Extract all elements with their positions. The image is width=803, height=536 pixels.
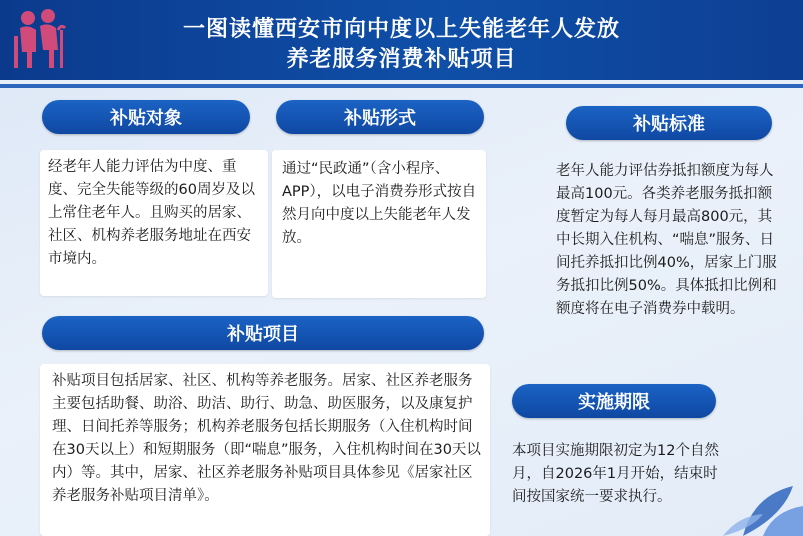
period-text: 本项目实施期限初定为12个自然月，自2026年1月开始，结束时间按国家统一要求执行。 — [512, 443, 719, 505]
section-body-period — [506, 434, 730, 534]
standard-text: 老年人能力评估券抵扣额度为每人最高100元。各类养老服务抵扣额度暂定为每人每月最高800元，其中长期入住机构、“喘息”服务、日间托养抵扣比例40%，居家上门服务抵扣比例50%。具体抵扣比例和额度将在电子消费券中载明。 — [556, 163, 777, 317]
page-title-line-2: 养老服务消费补贴项目 — [286, 46, 517, 72]
section-heading-period: 实施期限 — [512, 384, 716, 418]
section-heading-target: 补贴对象 — [42, 100, 250, 134]
section-heading-items: 补贴项目 — [42, 316, 484, 350]
section-heading-form: 补贴形式 — [276, 100, 484, 134]
page-title-line-1: 一图读懂西安市向中度以上失能老年人发放 — [182, 16, 620, 42]
section-body-target — [40, 150, 268, 296]
header-banner — [0, 0, 803, 80]
decorative-leaves-icon — [713, 466, 803, 536]
section-body-standard — [546, 152, 786, 346]
section-body-form — [272, 150, 486, 298]
items-text: 补贴项目包括居家、社区、机构等养老服务。居家、社区养老服务主要包括助餐、助浴、助洁、助行、助急、助医服务，以及康复护理、日间托养等服务；机构养老服务包括长期服务（入住机构时间在30天以上）和短期服务（即“喘息”服务，入住机构时间在30天以内）等。其中，居家、社区养老服务补贴项目具体参见《居家社区养老服务补贴项目清单》。 — [52, 373, 481, 504]
section-heading-standard: 补贴标准 — [566, 106, 772, 140]
header-divider — [0, 84, 803, 88]
form-text: 通过“民政通”（含小程序、APP），以电子消费券形式按自然月向中度以上失能老年人发放。 — [282, 161, 477, 246]
target-text: 经老年人能力评估为中度、重度、完全失能等级的60周岁及以上常住老年人。且购买的居家、社区、机构养老服务地址在西安市境内。 — [48, 159, 255, 267]
section-body-items — [40, 364, 490, 536]
